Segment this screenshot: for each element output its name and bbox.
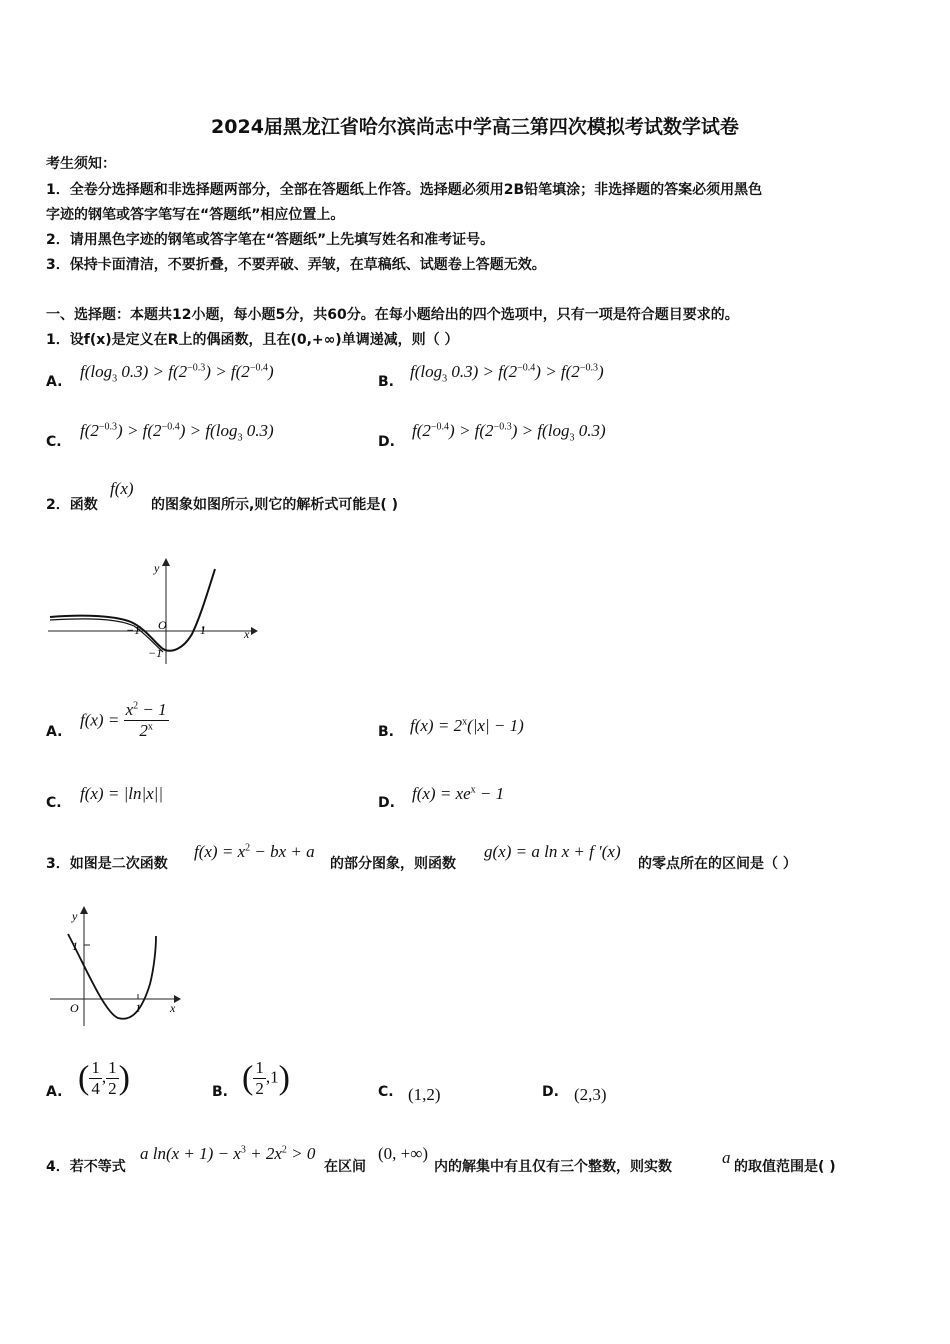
q3-option-a-label[interactable]: A. xyxy=(46,1084,63,1100)
q4-inequality: a $\ln(x + 1) - x^3 + 2x^2 > 0$ xyxy=(140,1144,316,1163)
notice-line-3: 3．保持卡面清洁，不要折叠，不要弄破、弄皱，在草稿纸、试题卷上答题无效。 xyxy=(46,257,546,273)
q2-stem-start: 2．函数 xyxy=(46,497,98,513)
q3-parabola xyxy=(68,934,156,1019)
section-heading: 一、选择题：本题共12小题，每小题5分，共60分。在每小题给出的四个选项中，只有一项是符合题目要求的。 xyxy=(46,307,739,323)
q2-option-d-label[interactable]: D. xyxy=(378,795,395,811)
q1-option-d-formula[interactable]: $f(2^{-0.4}) > f(2^{-0.3}) > f(\log_3$ 0.3) xyxy=(412,421,606,444)
q4-stem-middle: 内的解集中有且仅有三个整数，则实数 xyxy=(434,1159,672,1175)
q2-label-neg1y: −1 xyxy=(148,646,163,660)
q2-curve xyxy=(50,569,215,651)
q2-option-b-formula[interactable]: $f(x) = 2^x(|x| - 1)$ xyxy=(410,716,524,735)
q3-stem-end: 的零点所在的区间是（ ） xyxy=(638,856,797,872)
q1-option-b-formula[interactable]: $f(\log_3$ $0.3) > f(2^{-0.4}) > f(2^{-0.3})$ xyxy=(410,362,604,385)
q3-label-y: y xyxy=(72,909,78,923)
q2-y-arrow xyxy=(162,558,170,566)
q2-option-c-label[interactable]: C. xyxy=(46,795,62,811)
q3-option-d-label[interactable]: D. xyxy=(542,1084,559,1100)
q3-option-c-label[interactable]: C. xyxy=(378,1084,394,1100)
q3-label-x1: 1 xyxy=(135,1001,141,1015)
q2-option-a-label[interactable]: A. xyxy=(46,724,63,740)
q2-option-b-label[interactable]: B. xyxy=(378,724,394,740)
q2-label-neg1x: −1 xyxy=(126,623,141,637)
q1-option-a-label[interactable]: A. xyxy=(46,374,63,390)
q2-option-a-formula[interactable]: f(x) = $\frac{x^2 - 1}{2^x}$ xyxy=(80,700,167,740)
notice-heading: 考生须知： xyxy=(46,156,116,172)
q2-option-c-formula[interactable]: f(x) = |ln|x|| xyxy=(80,784,164,803)
q3-y-arrow xyxy=(80,906,88,914)
q4-stem-interval-text: 在区间 xyxy=(324,1159,366,1175)
q2-label-origin: O xyxy=(158,618,167,632)
q2-option-d-formula[interactable]: $f(x) = xe^x - 1$ xyxy=(412,784,505,803)
q3-option-b-label[interactable]: B. xyxy=(212,1084,228,1100)
q3-option-b-formula[interactable]: ( $\frac{1}{2}$ ,1) xyxy=(242,1058,290,1098)
q4-var-a: a xyxy=(722,1148,731,1167)
q4-stem-end: 的取值范围是( ) xyxy=(734,1159,836,1175)
q1-option-c-label[interactable]: C. xyxy=(46,434,62,450)
q2-stem-fx: f(x) xyxy=(110,479,134,498)
q3-label-x: x xyxy=(170,1001,176,1015)
q2-label-x: x xyxy=(244,627,250,641)
q1-option-a-formula[interactable]: $f(\log_3$ $0.3) > f(2^{-0.3}) > f(2^{-0.4})$ xyxy=(80,362,274,385)
q3-stem-start: 3．如图是二次函数 xyxy=(46,856,168,872)
notice-line-2: 2．请用黑色字迹的钢笔或答字笔在“答题纸”上先填写姓名和准考证号。 xyxy=(46,232,495,248)
q4-interval: (0, +∞) xyxy=(378,1144,429,1163)
q1-option-c-formula[interactable]: $f(2^{-0.3}) > f(2^{-0.4}) > f(\log_3$ 0.3) xyxy=(80,421,274,444)
q3-stem-f-formula: $f(x) = x^2$ − bx + a xyxy=(194,842,315,861)
q3-option-c-value[interactable]: (1,2) xyxy=(408,1085,441,1104)
q2-x-arrow xyxy=(251,627,258,635)
q3-stem-g-formula: g(x) = a ln x + f ′(x) xyxy=(484,842,621,861)
q3-label-y1: 1 xyxy=(72,939,78,953)
q2-label-y: y xyxy=(154,561,160,575)
q3-stem-middle: 的部分图象，则函数 xyxy=(330,856,456,872)
page-title: 2024届黑龙江省哈尔滨尚志中学高三第四次模拟考试数学试卷 xyxy=(211,116,739,138)
q3-graph xyxy=(46,904,186,1034)
q1-option-d-label[interactable]: D. xyxy=(378,434,395,450)
q2-graph xyxy=(46,556,261,671)
q3-option-d-value[interactable]: (2,3) xyxy=(574,1085,607,1104)
q4-stem-start: 4．若不等式 xyxy=(46,1159,126,1175)
q1-option-b-label[interactable]: B. xyxy=(378,374,394,390)
notice-line-1a: 1．全卷分选择题和非选择题两部分，全部在答题纸上作答。选择题必须用2B铅笔填涂；非选择题的答案必须用黑色 xyxy=(46,182,763,198)
q1-stem: 1．设f(x)是定义在R上的偶函数，且在(0,+∞)单调递减，则（ ） xyxy=(46,332,459,348)
q2-label-pos1x: 1 xyxy=(200,623,206,637)
notice-line-1b: 字迹的钢笔或答字笔写在“答题纸”相应位置上。 xyxy=(46,207,345,223)
q2-curve-shadow xyxy=(50,619,163,652)
q3-label-origin: O xyxy=(70,1001,79,1015)
q3-option-a-formula[interactable]: ( $\frac{1}{4}$ , $\frac{1}{2}$ ) xyxy=(78,1058,130,1098)
q2-stem-end: 的图象如图所示,则它的解析式可能是( ) xyxy=(151,497,398,513)
